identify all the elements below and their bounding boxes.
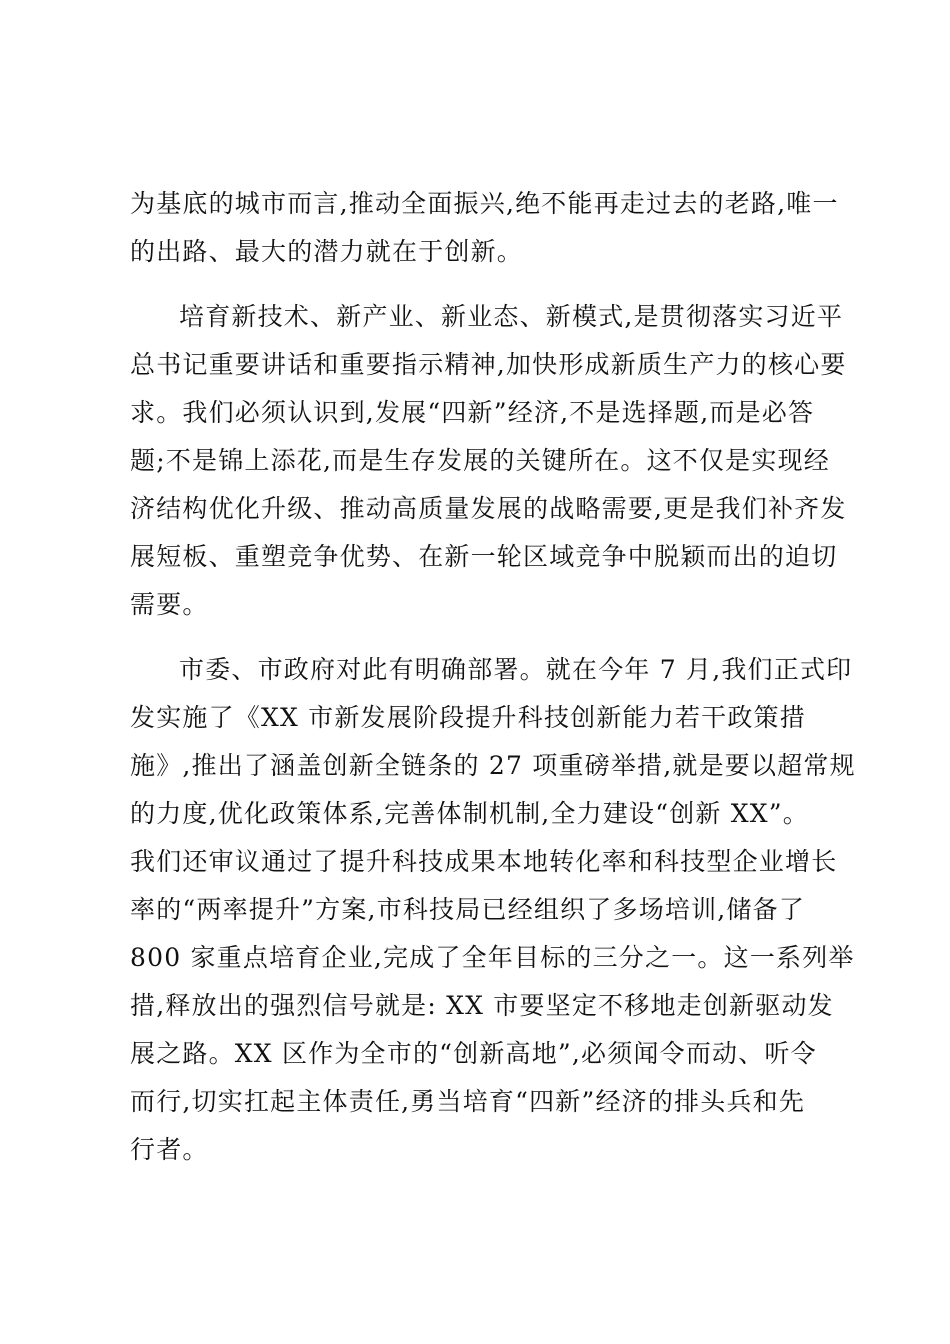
text-line: 展短板、重塑竞争优势、在新一轮区域竞争中脱颖而出的迫切 <box>130 542 838 571</box>
text-line: 800 家重点培育企业,完成了全年目标的三分之一。这一系列举 <box>130 943 855 972</box>
text-line: 措,释放出的强烈信号就是: XX 市要坚定不移地走创新驱动发 <box>130 991 834 1020</box>
paragraph-first-line: 培育新技术、新产业、新业态、新模式,是贯彻落实习近平 <box>179 302 844 331</box>
text-line: 的出路、最大的潜力就在于创新。 <box>130 237 524 266</box>
text-line: 的力度,优化政策体系,完善体制机制,全力建设“创新 XX”。 <box>130 799 809 828</box>
text-line: 发实施了《XX 市新发展阶段提升科技创新能力若干政策措 <box>130 703 806 732</box>
text-line: 为基底的城市而言,推动全面振兴,绝不能再走过去的老路,唯一 <box>130 189 839 218</box>
text-line: 我们还审议通过了提升科技成果本地转化率和科技型企业增长 <box>130 847 838 876</box>
text-line: 而行,切实扛起主体责任,勇当培育“四新”经济的排头兵和先 <box>130 1087 806 1116</box>
text-line: 需要。 <box>130 590 209 619</box>
text-line: 总书记重要讲话和重要指示精神,加快形成新质生产力的核心要 <box>130 350 847 379</box>
text-line: 施》,推出了涵盖创新全链条的 27 项重磅举措,就是要以超常规 <box>130 751 856 780</box>
text-line: 行者。 <box>130 1135 209 1164</box>
text-line: 展之路。XX 区作为全市的“创新高地”,必须闻令而动、听令 <box>130 1039 817 1068</box>
paragraph-first-line: 市委、市政府对此有明确部署。就在今年 7 月,我们正式印 <box>179 655 853 684</box>
text-line: 题;不是锦上添花,而是生存发展的关键所在。这不仅是实现经 <box>130 446 830 475</box>
text-line: 率的“两率提升”方案,市科技局已经组织了多场培训,储备了 <box>130 895 806 924</box>
text-line: 求。我们必须认识到,发展“四新”经济,不是选择题,而是必答 <box>130 398 815 427</box>
text-line: 济结构优化升级、推动高质量发展的战略需要,更是我们补齐发 <box>130 494 847 523</box>
